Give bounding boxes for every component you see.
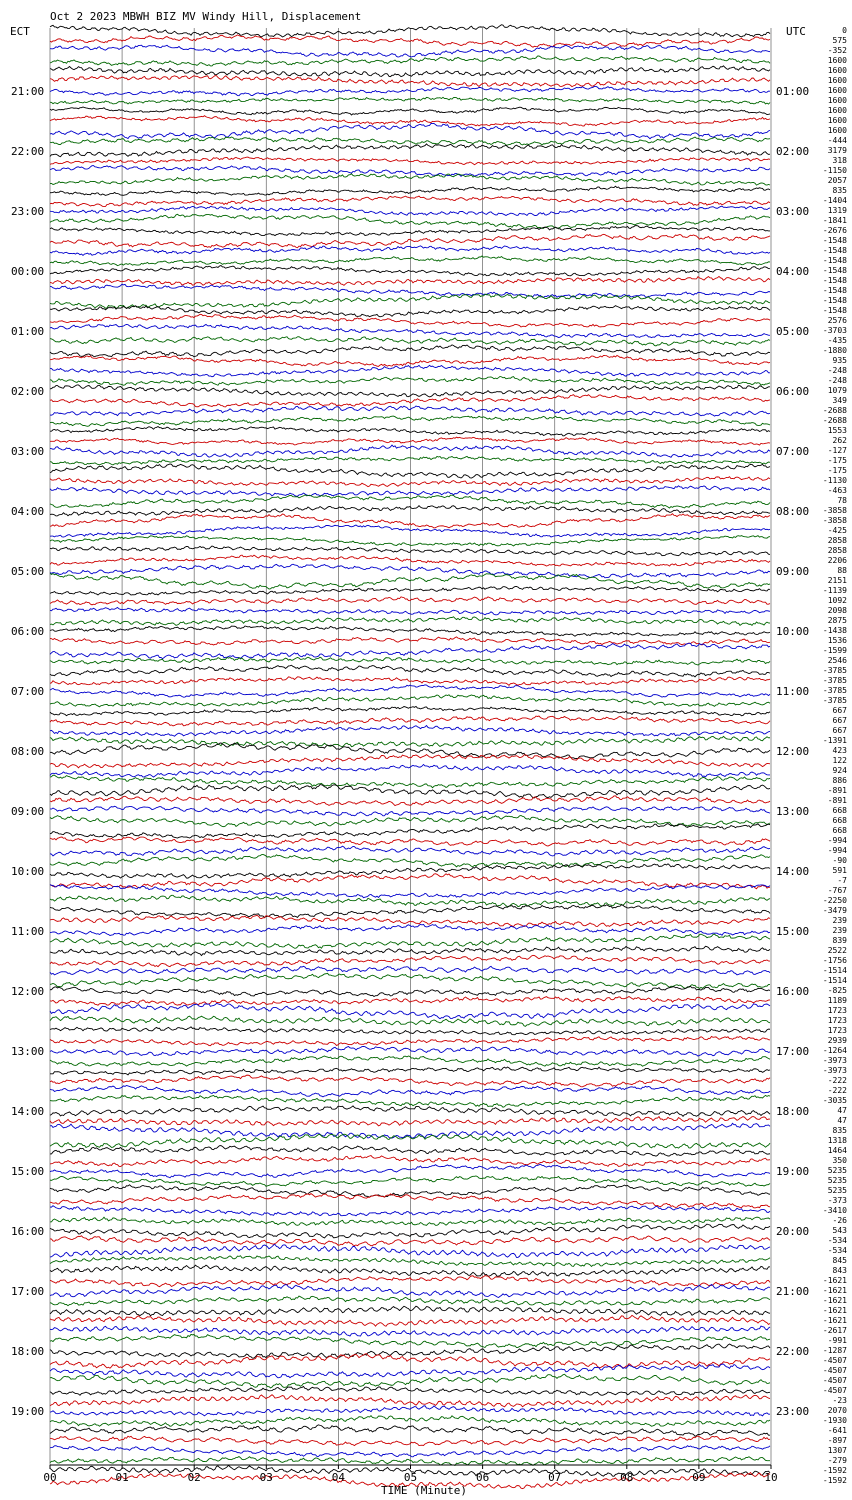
left-hour-label: 23:00 <box>11 205 45 218</box>
amplitude-offset-label: -3858 <box>822 506 847 515</box>
left-hour-label: 02:00 <box>11 385 45 398</box>
amplitude-offset-label: 239 <box>832 916 847 925</box>
amplitude-offset-label: 122 <box>832 756 847 765</box>
amplitude-offset-label: -534 <box>827 1246 847 1255</box>
amplitude-offset-label: 1079 <box>827 386 847 395</box>
amplitude-offset-label: -891 <box>827 796 847 805</box>
amplitude-offset-label: -1548 <box>822 266 847 275</box>
amplitude-offset-label: -1930 <box>822 1416 847 1425</box>
amplitude-offset-label: -1621 <box>822 1316 847 1325</box>
amplitude-offset-label: 575 <box>832 36 847 45</box>
amplitude-offset-label: 3179 <box>827 146 847 155</box>
right-hour-label: 19:00 <box>776 1165 810 1178</box>
amplitude-offset-label: 668 <box>832 806 847 815</box>
amplitude-offset-label: -435 <box>827 336 847 345</box>
amplitude-offset-label: 1464 <box>827 1146 847 1155</box>
amplitude-offset-label: 1307 <box>827 1446 847 1455</box>
left-hour-label: 12:00 <box>11 985 45 998</box>
x-tick-label: 03 <box>259 1471 273 1484</box>
amplitude-offset-label: 1318 <box>827 1136 847 1145</box>
amplitude-offset-label: -1514 <box>822 966 847 975</box>
amplitude-offset-label: -1548 <box>822 256 847 265</box>
amplitude-offset-label: -175 <box>827 466 847 475</box>
amplitude-offset-label: 5235 <box>827 1186 847 1195</box>
amplitude-offset-label: 543 <box>832 1226 847 1235</box>
amplitude-offset-label: 2522 <box>827 946 847 955</box>
amplitude-offset-label: 318 <box>832 156 847 165</box>
right-hour-label: 14:00 <box>776 865 810 878</box>
amplitude-offset-label: -1548 <box>822 246 847 255</box>
amplitude-offset-label: -463 <box>827 486 847 495</box>
amplitude-offset-label: -3858 <box>822 516 847 525</box>
left-hour-label: 10:00 <box>11 865 45 878</box>
amplitude-offset-label: -1264 <box>822 1046 847 1055</box>
amplitude-offset-label: 2858 <box>827 546 847 555</box>
amplitude-offset-label: -248 <box>827 376 847 385</box>
amplitude-offset-label: -1621 <box>822 1276 847 1285</box>
amplitude-offset-label: 935 <box>832 356 847 365</box>
amplitude-offset-label: -352 <box>827 46 847 55</box>
amplitude-offset-label: 2875 <box>827 616 847 625</box>
amplitude-offset-label: 2546 <box>827 656 847 665</box>
left-hour-label: 17:00 <box>11 1285 45 1298</box>
left-hour-label: 06:00 <box>11 625 45 638</box>
left-hour-label: 05:00 <box>11 565 45 578</box>
x-tick-label: 04 <box>331 1471 346 1484</box>
amplitude-offset-label: -1756 <box>822 956 847 965</box>
right-hour-label: 05:00 <box>776 325 810 338</box>
amplitude-offset-label: 2098 <box>827 606 847 615</box>
amplitude-offset-label: 1723 <box>827 1016 847 1025</box>
x-tick-label: 05 <box>403 1471 418 1484</box>
amplitude-offset-label: 1600 <box>827 76 847 85</box>
x-tick-label: 01 <box>115 1471 129 1484</box>
amplitude-offset-label: -4507 <box>822 1386 847 1395</box>
amplitude-offset-label: -1841 <box>822 216 847 225</box>
left-hour-label: 13:00 <box>11 1045 45 1058</box>
amplitude-offset-label: -1599 <box>822 646 847 655</box>
amplitude-offset-label: -444 <box>827 136 847 145</box>
amplitude-offset-label: -1621 <box>822 1306 847 1315</box>
right-hour-label: 06:00 <box>776 385 810 398</box>
amplitude-offset-label: 1553 <box>827 426 847 435</box>
x-tick-label: 07 <box>548 1471 562 1484</box>
left-hour-label: 15:00 <box>11 1165 45 1178</box>
amplitude-offset-label: -825 <box>827 986 847 995</box>
amplitude-offset-label: 0 <box>842 26 847 35</box>
amplitude-offset-label: 349 <box>832 396 847 405</box>
amplitude-offset-label: 667 <box>832 716 847 725</box>
amplitude-offset-label: -3973 <box>822 1056 847 1065</box>
amplitude-offset-label: 1723 <box>827 1006 847 1015</box>
right-hour-label: 09:00 <box>776 565 810 578</box>
amplitude-offset-label: -3410 <box>822 1206 847 1215</box>
right-hour-label: 10:00 <box>776 625 810 638</box>
amplitude-offset-label: 667 <box>832 706 847 715</box>
amplitude-offset-label: 262 <box>832 436 847 445</box>
amplitude-offset-label: -127 <box>827 446 847 455</box>
amplitude-offset-label: -4507 <box>822 1376 847 1385</box>
amplitude-offset-label: -3035 <box>822 1096 847 1105</box>
amplitude-offset-label: -3703 <box>822 326 847 335</box>
x-tick-label: 09 <box>692 1471 706 1484</box>
amplitude-offset-label: 1189 <box>827 996 847 1005</box>
amplitude-offset-label: 1536 <box>827 636 847 645</box>
left-hour-label: 11:00 <box>11 925 45 938</box>
amplitude-offset-label: -222 <box>827 1076 847 1085</box>
right-hour-label: 01:00 <box>776 85 810 98</box>
amplitude-offset-label: 2939 <box>827 1036 847 1045</box>
amplitude-offset-label: -897 <box>827 1436 847 1445</box>
amplitude-offset-label: -2688 <box>822 416 847 425</box>
x-axis-label: TIME (Minute) <box>380 1484 468 1497</box>
amplitude-offset-label: -3479 <box>822 906 847 915</box>
amplitude-offset-label: -1592 <box>822 1476 847 1485</box>
amplitude-offset-label: 1600 <box>827 96 847 105</box>
amplitude-offset-label: 239 <box>832 926 847 935</box>
amplitude-offset-label: -2676 <box>822 226 847 235</box>
right-hour-label: 03:00 <box>776 205 810 218</box>
amplitude-offset-label: 2070 <box>827 1406 847 1415</box>
amplitude-offset-label: -3785 <box>822 696 847 705</box>
amplitude-offset-label: 2206 <box>827 556 847 565</box>
amplitude-offset-label: -3973 <box>822 1066 847 1075</box>
amplitude-offset-label: 1600 <box>827 86 847 95</box>
right-hour-label: 22:00 <box>776 1345 810 1358</box>
left-hour-label: 14:00 <box>11 1105 45 1118</box>
left-timezone-label: ECT <box>10 25 30 38</box>
amplitude-offset-label: 1092 <box>827 596 847 605</box>
amplitude-offset-label: -2617 <box>822 1326 847 1335</box>
right-hour-label: 12:00 <box>776 745 810 758</box>
amplitude-offset-label: -1548 <box>822 276 847 285</box>
amplitude-offset-label: -3785 <box>822 686 847 695</box>
amplitude-offset-label: -534 <box>827 1236 847 1245</box>
right-hour-label: 08:00 <box>776 505 810 518</box>
amplitude-offset-label: -1880 <box>822 346 847 355</box>
amplitude-offset-label: -4507 <box>822 1366 847 1375</box>
amplitude-offset-label: -641 <box>827 1426 847 1435</box>
x-tick-label: 10 <box>764 1471 778 1484</box>
amplitude-offset-label: -90 <box>832 856 847 865</box>
amplitude-offset-label: 1600 <box>827 116 847 125</box>
amplitude-offset-label: -1130 <box>822 476 847 485</box>
amplitude-offset-label: -1287 <box>822 1346 847 1355</box>
amplitude-offset-label: 843 <box>832 1266 847 1275</box>
amplitude-offset-label: -1548 <box>822 236 847 245</box>
amplitude-offset-label: 47 <box>837 1116 847 1125</box>
chart-title: Oct 2 2023 MBWH BIZ MV Windy Hill, Displacement <box>50 10 362 23</box>
right-hour-label: 02:00 <box>776 145 810 158</box>
left-hour-label: 09:00 <box>11 805 45 818</box>
amplitude-offset-label: 88 <box>837 566 847 575</box>
right-hour-label: 18:00 <box>776 1105 810 1118</box>
left-hour-label: 18:00 <box>11 1345 45 1358</box>
amplitude-offset-label: -3785 <box>822 666 847 675</box>
right-timezone-label: UTC <box>786 25 806 38</box>
amplitude-offset-label: -2688 <box>822 406 847 415</box>
amplitude-offset-label: 350 <box>832 1156 847 1165</box>
amplitude-offset-label: 1600 <box>827 126 847 135</box>
amplitude-offset-label: 835 <box>832 1126 847 1135</box>
amplitude-offset-label: 845 <box>832 1256 847 1265</box>
left-hour-label: 08:00 <box>11 745 45 758</box>
amplitude-offset-label: -4507 <box>822 1356 847 1365</box>
amplitude-offset-label: 2858 <box>827 536 847 545</box>
left-hour-label: 22:00 <box>11 145 45 158</box>
amplitude-offset-label: -222 <box>827 1086 847 1095</box>
amplitude-offset-label: 5235 <box>827 1176 847 1185</box>
amplitude-offset-label: -891 <box>827 786 847 795</box>
right-hour-label: 16:00 <box>776 985 810 998</box>
left-hour-label: 04:00 <box>11 505 45 518</box>
amplitude-offset-label: -1150 <box>822 166 847 175</box>
amplitude-offset-label: -3785 <box>822 676 847 685</box>
amplitude-offset-label: -1621 <box>822 1296 847 1305</box>
amplitude-offset-label: -991 <box>827 1336 847 1345</box>
amplitude-offset-label: -248 <box>827 366 847 375</box>
amplitude-offset-label: 47 <box>837 1106 847 1115</box>
amplitude-offset-label: -994 <box>827 836 847 845</box>
amplitude-offset-label: 835 <box>832 186 847 195</box>
right-hour-label: 04:00 <box>776 265 810 278</box>
amplitude-offset-label: 78 <box>837 496 847 505</box>
amplitude-offset-label: 423 <box>832 746 847 755</box>
amplitude-offset-label: 1723 <box>827 1026 847 1035</box>
amplitude-offset-label: -1514 <box>822 976 847 985</box>
left-hour-label: 19:00 <box>11 1405 45 1418</box>
amplitude-offset-label: 2151 <box>827 576 847 585</box>
amplitude-offset-label: 668 <box>832 816 847 825</box>
amplitude-offset-label: -23 <box>832 1396 847 1405</box>
amplitude-offset-label: 667 <box>832 726 847 735</box>
amplitude-offset-label: -425 <box>827 526 847 535</box>
amplitude-offset-label: 1319 <box>827 206 847 215</box>
amplitude-offset-label: -7 <box>837 876 847 885</box>
amplitude-offset-label: 2057 <box>827 176 847 185</box>
right-hour-label: 17:00 <box>776 1045 810 1058</box>
right-hour-label: 21:00 <box>776 1285 810 1298</box>
amplitude-offset-label: 1600 <box>827 56 847 65</box>
right-hour-label: 20:00 <box>776 1225 810 1238</box>
x-tick-label: 08 <box>620 1471 634 1484</box>
left-hour-label: 01:00 <box>11 325 45 338</box>
amplitude-offset-label: 2576 <box>827 316 847 325</box>
amplitude-offset-label: -279 <box>827 1456 847 1465</box>
amplitude-offset-label: -26 <box>832 1216 847 1225</box>
left-hour-label: 00:00 <box>11 265 45 278</box>
left-hour-label: 07:00 <box>11 685 45 698</box>
right-hour-label: 23:00 <box>776 1405 810 1418</box>
x-tick-label: 02 <box>187 1471 201 1484</box>
amplitude-offset-label: -1548 <box>822 306 847 315</box>
amplitude-offset-label: -767 <box>827 886 847 895</box>
left-hour-label: 16:00 <box>11 1225 45 1238</box>
amplitude-offset-label: 668 <box>832 826 847 835</box>
amplitude-offset-label: -2250 <box>822 896 847 905</box>
amplitude-offset-label: -994 <box>827 846 847 855</box>
amplitude-offset-label: 886 <box>832 776 847 785</box>
amplitude-offset-label: 591 <box>832 866 847 875</box>
left-hour-label: 21:00 <box>11 85 45 98</box>
amplitude-offset-label: -1391 <box>822 736 847 745</box>
amplitude-offset-label: 839 <box>832 936 847 945</box>
amplitude-offset-label: -373 <box>827 1196 847 1205</box>
amplitude-offset-label: 924 <box>832 766 847 775</box>
amplitude-offset-label: -1548 <box>822 296 847 305</box>
right-hour-label: 11:00 <box>776 685 810 698</box>
amplitude-offset-label: -1548 <box>822 286 847 295</box>
amplitude-offset-label: 5235 <box>827 1166 847 1175</box>
amplitude-offset-label: -1139 <box>822 586 847 595</box>
amplitude-offset-label: -1404 <box>822 196 847 205</box>
amplitude-offset-label: -1592 <box>822 1466 847 1475</box>
x-tick-label: 06 <box>475 1471 490 1484</box>
right-hour-label: 13:00 <box>776 805 810 818</box>
right-hour-label: 15:00 <box>776 925 810 938</box>
amplitude-offset-label: 1600 <box>827 66 847 75</box>
right-hour-label: 07:00 <box>776 445 810 458</box>
amplitude-offset-label: 1600 <box>827 106 847 115</box>
amplitude-offset-label: -1621 <box>822 1286 847 1295</box>
left-hour-label: 03:00 <box>11 445 45 458</box>
amplitude-offset-label: -175 <box>827 456 847 465</box>
x-tick-label: 00 <box>43 1471 57 1484</box>
amplitude-offset-label: -1438 <box>822 626 847 635</box>
